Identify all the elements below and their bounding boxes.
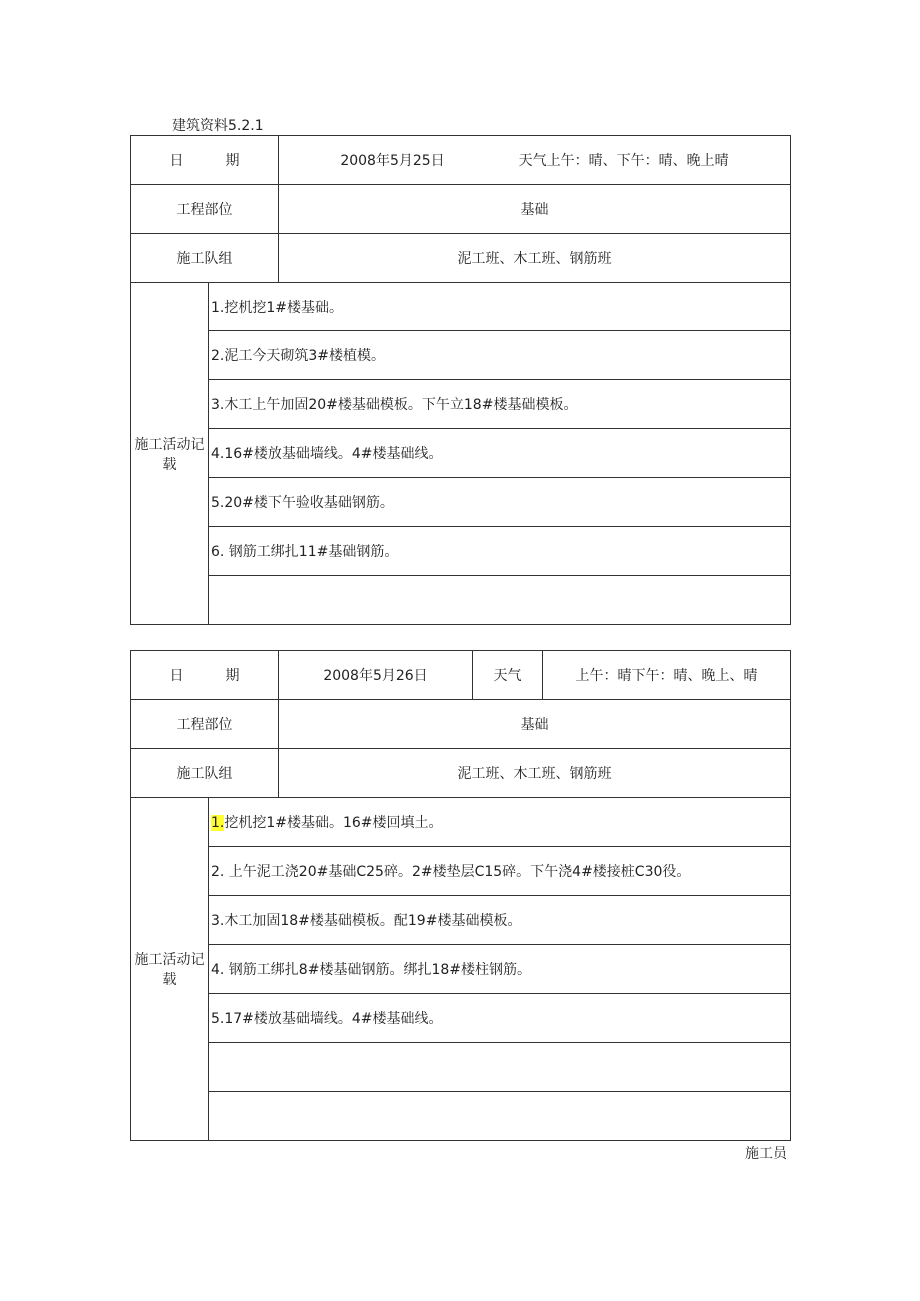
activity-label: 施工活动记载: [131, 283, 209, 625]
highlighted-number: 1.: [211, 815, 225, 831]
team-label: 施工队组: [131, 749, 279, 798]
document-header: 建筑资料5.2.1: [172, 118, 264, 134]
activity-row-empty: [131, 1043, 791, 1092]
activity-row: [131, 380, 791, 429]
date-label: 日 期: [131, 136, 279, 185]
team-value: 泥工班、木工班、钢筋班: [279, 749, 791, 798]
date-row: [131, 651, 791, 700]
construction-log-table-1: [130, 135, 791, 625]
team-label: 施工队组: [131, 234, 279, 283]
activity-item: 5.20#楼下午验收基础钢筋。: [209, 478, 791, 527]
location-value: 基础: [279, 700, 791, 749]
activity-item: 1.挖机挖1#楼基础。16#楼回填土。: [209, 798, 791, 847]
activity-item: 3.木工加固18#楼基础模板。配19#楼基础模板。: [209, 896, 791, 945]
team-row: [131, 749, 791, 798]
date-row: [131, 136, 791, 185]
weather-value: 天气上午：晴、下午：晴、晚上晴: [518, 153, 729, 169]
location-value: 基础: [279, 185, 791, 234]
activity-row: [131, 527, 791, 576]
weather-value: 上午：晴下午：晴、晚上、晴: [543, 651, 791, 700]
location-label: 工程部位: [131, 700, 279, 749]
activity-row: [131, 478, 791, 527]
activity-row: [131, 896, 791, 945]
activity-row-empty: [131, 1092, 791, 1141]
activity-item: 1.挖机挖1#楼基础。: [209, 283, 791, 331]
activity-row: [131, 283, 791, 331]
activity-row: [131, 847, 791, 896]
activity-item: 3.木工上午加固20#楼基础模板。下午立18#楼基础模板。: [209, 380, 791, 429]
team-value: 泥工班、木工班、钢筋班: [279, 234, 791, 283]
team-row: [131, 234, 791, 283]
activity-row: [131, 798, 791, 847]
activity-item: 2.泥工今天砌筑3#楼植模。: [209, 331, 791, 380]
activity-item: [209, 1092, 791, 1141]
activity-row: [131, 994, 791, 1043]
activity-row: [131, 331, 791, 380]
date-label: 日 期: [131, 651, 279, 700]
weather-label: 天气: [473, 651, 543, 700]
activity-item: [209, 576, 791, 625]
activity-row: [131, 945, 791, 994]
signature-label: 施工员: [745, 1146, 787, 1162]
activity-item: 4. 钢筋工绑扎8#楼基础钢筋。绑扎18#楼柱钢筋。: [209, 945, 791, 994]
activity-row-empty: [131, 576, 791, 625]
construction-log-table-2: [130, 650, 791, 1141]
activity-item: 2. 上午泥工浇20#基础C25碎。2#楼垫层C15碎。下午浇4#楼接桩C30役。: [209, 847, 791, 896]
date-weather-cell: [279, 136, 791, 185]
activity-item: [209, 1043, 791, 1092]
location-row: [131, 700, 791, 749]
activity-item: 5.17#楼放基础墙线。4#楼基础线。: [209, 994, 791, 1043]
date-value: 2008年5月25日: [340, 153, 445, 169]
location-row: [131, 185, 791, 234]
activity-item: 6. 钢筋工绑扎11#基础钢筋。: [209, 527, 791, 576]
location-label: 工程部位: [131, 185, 279, 234]
activity-row: [131, 429, 791, 478]
date-value: 2008年5月26日: [279, 651, 473, 700]
activity-label: 施工活动记载: [131, 798, 209, 1141]
activity-item: 4.16#楼放基础墙线。4#楼基础线。: [209, 429, 791, 478]
